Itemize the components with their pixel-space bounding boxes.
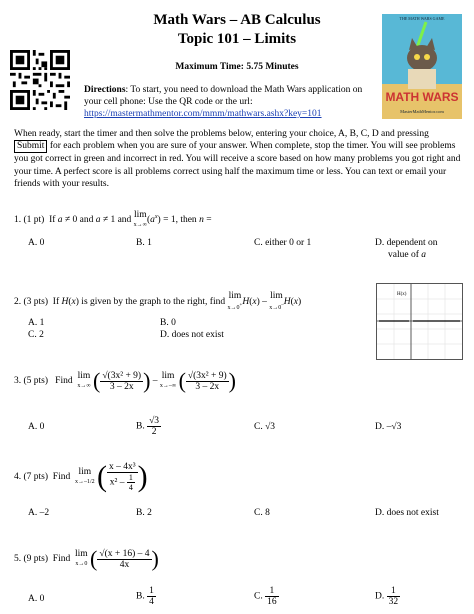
math-wars-poster xyxy=(382,14,462,119)
limit-operator: lim x→∞ xyxy=(77,371,91,389)
question-3-choice-b[interactable]: B. $\frac{√3}{2}$ xyxy=(136,416,160,437)
question-2-label: 2. (3 pts) xyxy=(14,297,49,308)
fraction: x – 4x³ x² – $\frac{1}{4}$ xyxy=(109,462,136,492)
question-2: 2. (3 pts) If H(x) is given by the graph to the right, find lim x→0+ H(x) – lim x→0– H(x) xyxy=(14,291,302,311)
question-5-prefix: Find xyxy=(52,554,71,565)
intro-paragraph xyxy=(14,128,462,191)
question-5-label: 5. (9 pts) xyxy=(14,554,49,565)
question-4-label: 4. (7 pts) xyxy=(14,472,49,483)
choice-letter: C. xyxy=(254,422,263,432)
limit-operator: lim x→0+ xyxy=(227,291,243,311)
question-2-graph xyxy=(376,283,463,360)
question-5-choice-c[interactable]: C. $\frac{1}{16}$ xyxy=(254,586,277,607)
question-4-choice-c[interactable]: C. 8 xyxy=(254,508,270,518)
choice-letter: B. xyxy=(136,421,145,432)
question-3: 3. (5 pts) Find lim x→∞ ( $\frac{\text{√(3x² + 9)}}{3 - 2x}$ ) – lim x→–∞ ( $\frac{\text{√(3x² + 9)}}{3 - 2x}$ ) xyxy=(14,368,236,393)
poster-top-text: THE MATH WARS GAME xyxy=(399,16,445,21)
limit-operator: lim x→–∞ xyxy=(159,371,177,389)
poster-bottom-text: MasterMathMentor.com xyxy=(400,109,444,114)
question-4-choice-b[interactable]: B. 2 xyxy=(136,508,152,518)
question-5-choice-a[interactable]: A. 0 xyxy=(28,594,45,604)
poster-logo-text: MATH WARS xyxy=(385,90,459,104)
choice-letter: B. xyxy=(136,591,145,602)
question-5: 5. (9 pts) Find lim x→0 ( $\frac{√(x + 16) - 4}{4x}$ ) xyxy=(14,546,159,571)
directions-text: : To start, you need to download the Math Wars application on your cell phone: Use the QR code or the url: xyxy=(84,85,363,107)
question-5-choice-d[interactable]: D. $\frac{1}{32}$ xyxy=(375,586,399,607)
fraction: $\frac{\text{√(3x² + 9)}}{3 - 2x}$ xyxy=(102,370,142,392)
question-4-prefix: Find xyxy=(52,472,71,483)
page-title: Math Wars – AB Calculus xyxy=(153,12,321,28)
directions xyxy=(84,84,374,120)
choice-letter: D. xyxy=(375,422,385,432)
page-subtitle: Topic 101 – Limits xyxy=(177,31,297,47)
qr-code-image[interactable] xyxy=(10,50,70,110)
mathwars-url-link[interactable]: https://mastermathmentor.com/mmm/mathwars.ashx?key=101 xyxy=(84,109,322,119)
limit-operator: lim x→0– xyxy=(269,291,284,311)
question-2-choice-c[interactable]: C. 2 xyxy=(28,330,44,340)
question-2-choice-a[interactable]: A. 1 xyxy=(28,318,45,328)
intro-text-part2: for each problem when you are sure of your answer. When complete, stop the timer. You will see problems you got correct in green and incorrect in red. You will receive a score based on how many problems you got right and your time. A perfect score is all problems correct using half the maximum time or less. You can text or email your friends with your results. xyxy=(14,141,461,190)
question-4-choice-a[interactable]: A. –2 xyxy=(28,508,50,518)
limit-operator: lim x→∞ xyxy=(133,210,147,228)
limit-operator: lim x→0 xyxy=(74,549,88,567)
question-1-choice-a[interactable]: A. 0 xyxy=(28,238,45,248)
choice-letter: D. xyxy=(375,591,385,602)
limit-operator: lim x→–1/2 xyxy=(74,467,95,485)
question-2-choice-d[interactable]: D. does not exist xyxy=(160,330,224,340)
question-1-choice-c[interactable]: C. either 0 or 1 xyxy=(254,238,312,248)
question-1-choice-d[interactable]: D. dependent on xyxy=(375,238,438,248)
fraction: $\frac{\text{√(3x² + 9)}}{3 - 2x}$ xyxy=(187,370,227,392)
question-3-choice-d[interactable]: D. –√3 xyxy=(375,422,402,432)
intro-text-part1: When ready, start the timer and then solve the problems below, entering your choice, A, B, C, D and pressing xyxy=(14,129,429,139)
graph-plot xyxy=(377,284,462,359)
question-3-prefix: Find xyxy=(55,376,73,387)
question-3-choice-c[interactable]: C. √3 xyxy=(254,422,276,432)
choice-letter: C. xyxy=(254,591,263,602)
question-3-choice-a[interactable]: A. 0 xyxy=(28,422,45,432)
question-2-choice-b[interactable]: B. 0 xyxy=(160,318,176,328)
graph-label: H(x) xyxy=(397,292,407,297)
max-time: Maximum Time: 5.75 Minutes xyxy=(175,62,299,72)
question-1-choice-b[interactable]: B. 1 xyxy=(136,238,152,248)
question-4: 4. (7 pts) Find lim x→–1/2 ( x – 4x³ x² – $\frac{1}{4}$ ) xyxy=(14,460,148,493)
directions-label: Directions xyxy=(84,85,126,95)
fraction: $\frac{√(x + 16) - 4}{4x}$ xyxy=(99,548,150,570)
question-1-label: 1. (1 pt) xyxy=(14,215,45,226)
question-1: 1. (1 pt) If a ≠ 0 and a ≠ 1 and lim x→∞ $(a^x) = 1$, then n = xyxy=(14,210,212,228)
question-3-label: 3. (5 pts) xyxy=(14,376,49,387)
submit-button[interactable]: Submit xyxy=(14,140,47,153)
question-4-choice-d[interactable]: D. does not exist xyxy=(375,508,439,518)
question-5-choice-b[interactable]: B. $\frac{1}{4}$ xyxy=(136,586,154,607)
question-1-choice-d-continued: value of a xyxy=(388,250,426,260)
